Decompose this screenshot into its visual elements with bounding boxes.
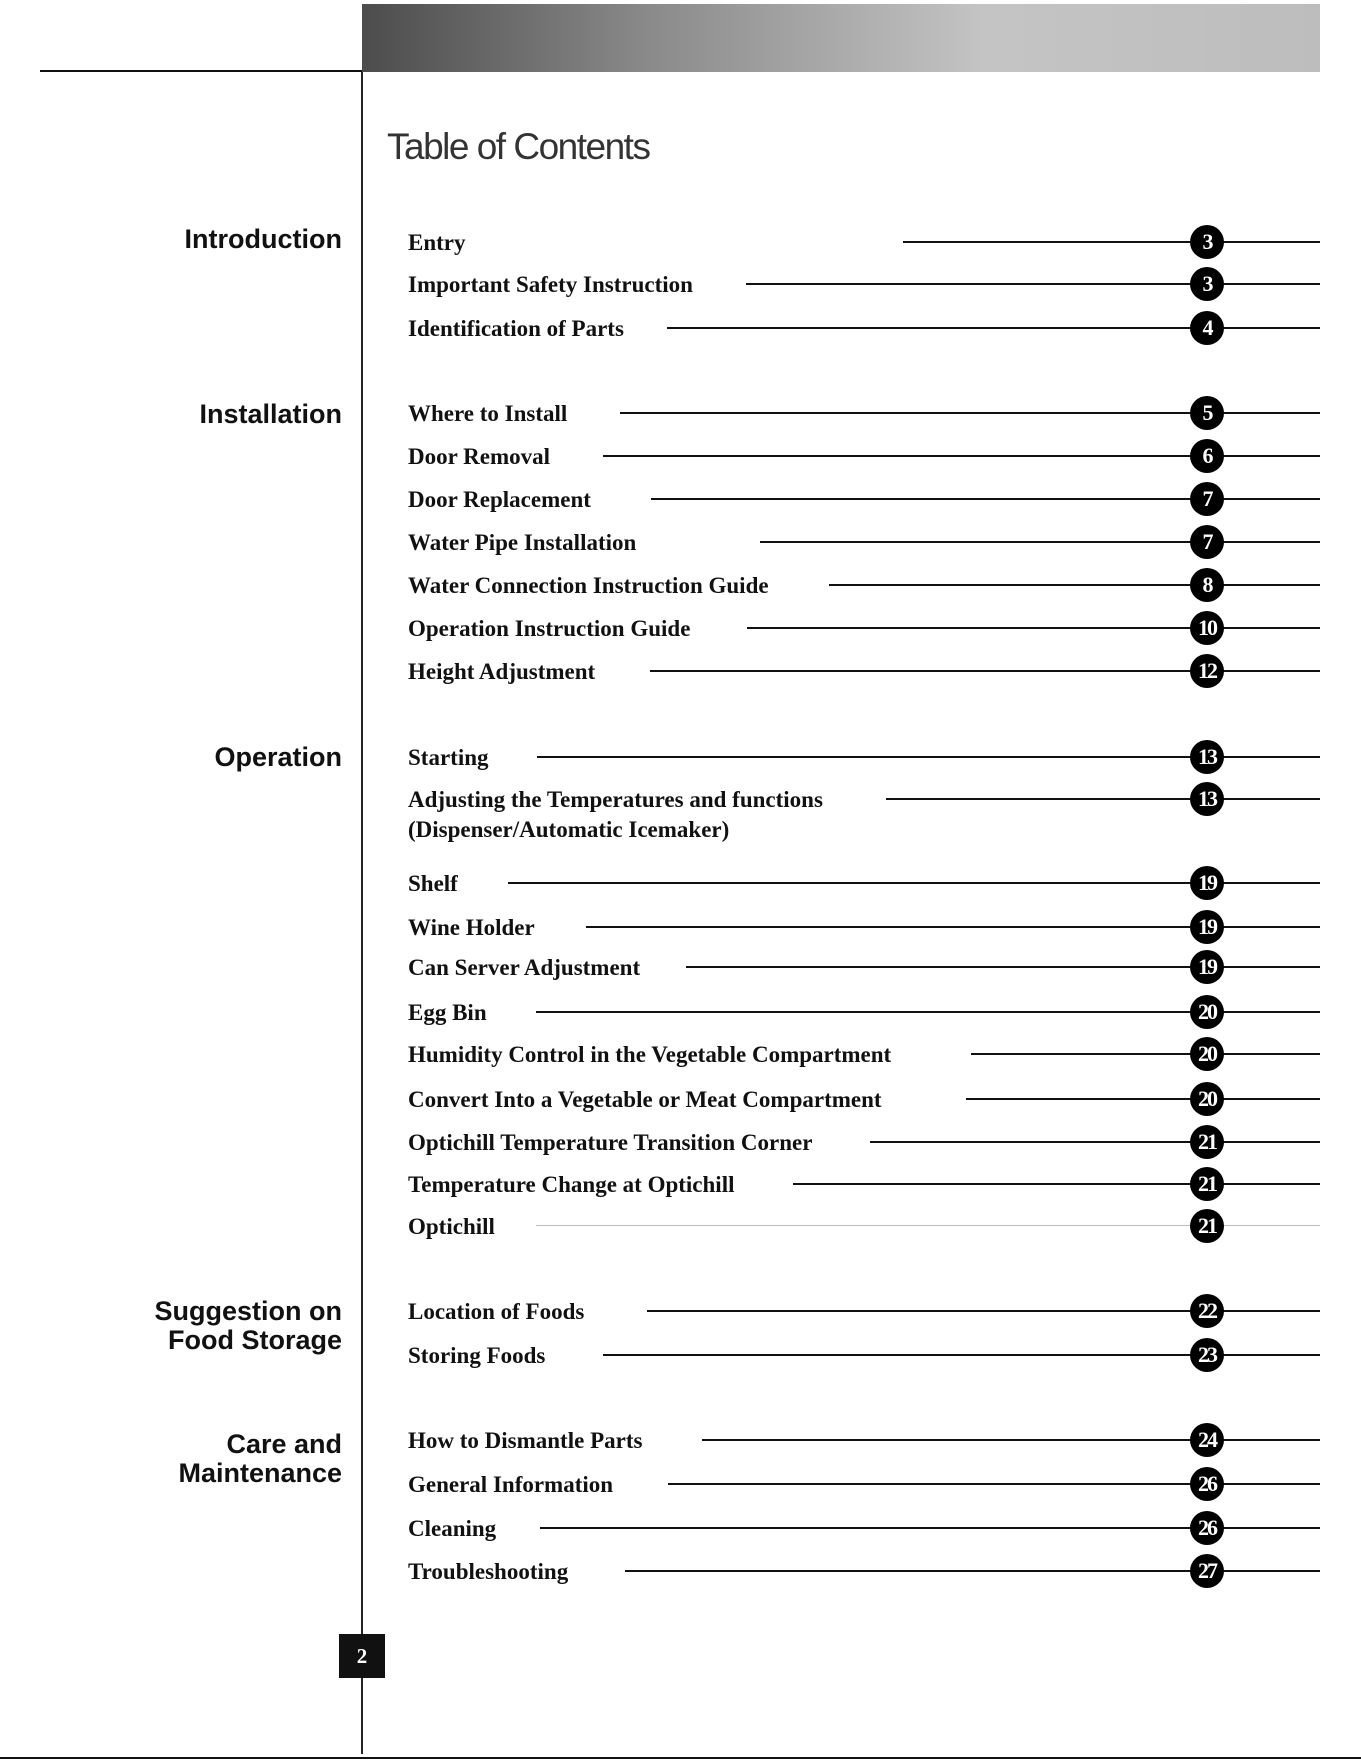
- leader-line: [686, 966, 1320, 968]
- section-label-care-maintenance: Care and Maintenance: [178, 1429, 342, 1488]
- leader-line: [886, 798, 1320, 800]
- toc-entry-label: Operation Instruction Guide: [408, 616, 691, 641]
- toc-entry-label: Door Removal: [408, 444, 551, 469]
- header-band: [362, 4, 1320, 72]
- page-number: 2: [339, 1634, 385, 1678]
- toc-entry-label: Location of Foods: [408, 1299, 585, 1324]
- toc-entry-label: Wine Holder: [408, 915, 535, 940]
- page-number-badge: 13: [1190, 782, 1224, 816]
- leader-line: [747, 627, 1320, 629]
- toc-entry-label: General Information: [408, 1472, 614, 1497]
- page-number-badge: 27: [1190, 1554, 1224, 1588]
- section-label-food-storage: Suggestion on Food Storage: [154, 1296, 342, 1355]
- page-number-badge: 24: [1190, 1423, 1224, 1457]
- toc-entry-starting[interactable]: [408, 743, 1320, 783]
- section-label-operation: Operation: [214, 742, 342, 772]
- leader-line: [870, 1141, 1320, 1143]
- section-label-introduction: Introduction: [184, 224, 342, 254]
- page-number-badge: 19: [1190, 910, 1224, 944]
- leader-line: [829, 584, 1320, 586]
- page-title: Table of Contents: [387, 126, 650, 167]
- section-label-installation: Installation: [199, 399, 342, 429]
- page-number-badge: 22: [1190, 1294, 1224, 1328]
- toc-entry-label: Optichill Temperature Transition Corner: [408, 1130, 813, 1155]
- toc-entry-storing-foods[interactable]: [408, 1341, 1320, 1381]
- toc-entry-general-information[interactable]: [408, 1470, 1320, 1510]
- page-number-badge: 20: [1190, 1037, 1224, 1071]
- toc-entry-adjusting-temperatures[interactable]: [408, 785, 1320, 845]
- toc-entry-label: Optichill: [408, 1214, 495, 1239]
- toc-entry-label: Shelf: [408, 871, 458, 896]
- page-number-badge: 4: [1190, 311, 1224, 345]
- toc-entry-label: Can Server Adjustment: [408, 955, 641, 980]
- leader-line: [746, 283, 1320, 285]
- toc-entry-label: Humidity Control in the Vegetable Compartment: [408, 1042, 892, 1067]
- toc-entry-label: Starting: [408, 745, 489, 770]
- toc-entry-cleaning[interactable]: [408, 1514, 1320, 1554]
- toc-entry-shelf[interactable]: [408, 869, 1320, 909]
- leader-line: [793, 1183, 1320, 1185]
- toc-entry-label: Convert Into a Vegetable or Meat Compartment: [408, 1087, 882, 1112]
- toc-entry-label: Important Safety Instruction: [408, 272, 693, 297]
- vertical-rule: [361, 72, 363, 1754]
- toc-entry-egg-bin[interactable]: [408, 998, 1320, 1038]
- page-number-badge: 3: [1190, 225, 1224, 259]
- toc-entry-humidity-control[interactable]: [408, 1040, 1320, 1080]
- toc-entry-optichill-transition-corner[interactable]: [408, 1128, 1320, 1168]
- toc-entry-height-adjustment[interactable]: [408, 657, 1320, 697]
- page-number-badge: 8: [1190, 568, 1224, 602]
- page-number-badge: 20: [1190, 1082, 1224, 1116]
- toc-entry-door-replacement[interactable]: [408, 485, 1320, 525]
- toc-entry-label: Adjusting the Temperatures and functions (Dispenser/Automatic Icemaker): [408, 787, 823, 842]
- toc-entry-label: How to Dismantle Parts: [408, 1428, 643, 1453]
- toc-entry-entry[interactable]: [408, 228, 1320, 268]
- toc-entry-temperature-change-optichill[interactable]: [408, 1170, 1320, 1210]
- toc-entry-label: Cleaning: [408, 1516, 497, 1541]
- toc-entry-water-pipe-installation[interactable]: [408, 528, 1320, 568]
- page-number-badge: 7: [1190, 525, 1224, 559]
- leader-line: [971, 1053, 1320, 1055]
- toc-entry-troubleshooting[interactable]: [408, 1557, 1320, 1597]
- page-number-badge: 10: [1190, 611, 1224, 645]
- toc-entry-label: Door Replacement: [408, 487, 591, 512]
- toc-entry-can-server-adjustment[interactable]: [408, 953, 1320, 993]
- page-number-badge: 12: [1190, 654, 1224, 688]
- toc-entry-identification-of-parts[interactable]: [408, 314, 1320, 354]
- toc-entry-door-removal[interactable]: [408, 442, 1320, 482]
- toc-entry-where-to-install[interactable]: [408, 399, 1320, 439]
- leader-line: [760, 541, 1320, 543]
- toc-entry-wine-holder[interactable]: [408, 913, 1320, 953]
- toc-entry-water-connection-instruction-guide[interactable]: [408, 571, 1320, 611]
- toc-entry-label: Water Pipe Installation: [408, 530, 637, 555]
- page-number-badge: 21: [1190, 1125, 1224, 1159]
- page-number-badge: 13: [1190, 740, 1224, 774]
- toc-entry-label: Troubleshooting: [408, 1559, 569, 1584]
- leader-line: [966, 1098, 1320, 1100]
- toc-entry-label: Temperature Change at Optichill: [408, 1172, 735, 1197]
- page-number-badge: 21: [1190, 1209, 1224, 1243]
- toc-entry-label: Where to Install: [408, 401, 568, 426]
- toc-entry-label: Height Adjustment: [408, 659, 596, 684]
- page-number-badge: 19: [1190, 950, 1224, 984]
- page-number-badge: 21: [1190, 1167, 1224, 1201]
- page-number-badge: 20: [1190, 995, 1224, 1029]
- toc-entry-convert-compartment[interactable]: [408, 1085, 1320, 1125]
- toc-entry-location-of-foods[interactable]: [408, 1297, 1320, 1337]
- leader-line: [903, 241, 1320, 243]
- top-rule: [40, 70, 362, 72]
- toc-entry-label: Water Connection Instruction Guide: [408, 573, 769, 598]
- page-number-badge: 6: [1190, 439, 1224, 473]
- page-number-badge: 26: [1190, 1467, 1224, 1501]
- toc-entry-optichill[interactable]: [408, 1212, 1320, 1252]
- toc-entry-label: Storing Foods: [408, 1343, 546, 1368]
- toc-entry-label: Identification of Parts: [408, 316, 624, 341]
- toc-entry-label: Egg Bin: [408, 1000, 487, 1025]
- leader-line: [702, 1439, 1320, 1441]
- toc-entry-operation-instruction-guide[interactable]: [408, 614, 1320, 654]
- page-number-badge: 5: [1190, 396, 1224, 430]
- bottom-rule: [0, 1757, 1361, 1759]
- page-number-badge: 19: [1190, 866, 1224, 900]
- page-number-badge: 7: [1190, 482, 1224, 516]
- toc-entry-label: Entry: [408, 230, 466, 255]
- page-number-badge: 3: [1190, 267, 1224, 301]
- toc-entry-how-to-dismantle-parts[interactable]: [408, 1426, 1320, 1466]
- page-number-badge: 23: [1190, 1338, 1224, 1372]
- page-number-badge: 26: [1190, 1511, 1224, 1545]
- toc-entry-important-safety-instruction[interactable]: [408, 270, 1320, 310]
